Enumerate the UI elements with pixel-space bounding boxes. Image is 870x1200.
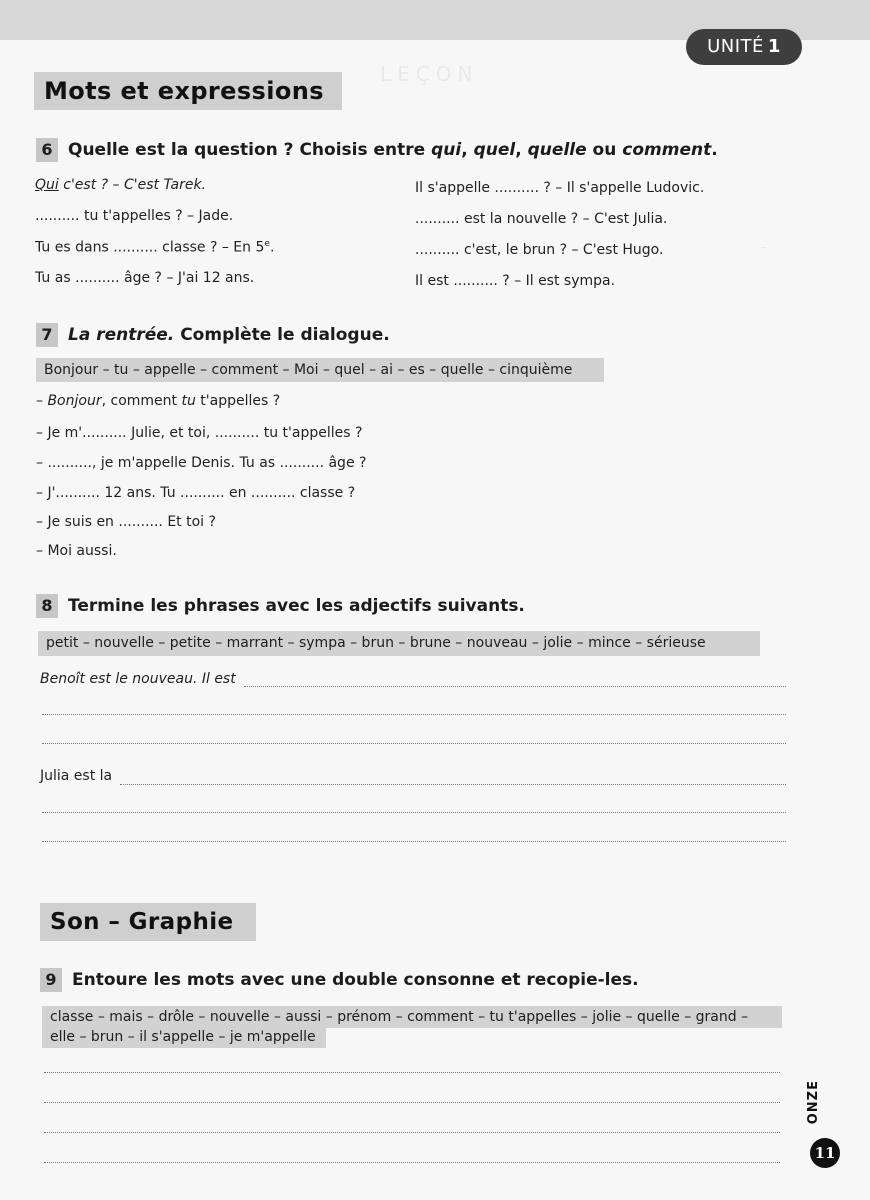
exercise-8-word-box: petit – nouvelle – petite – marrant – sympa – brun – brune – nouveau – jolie – mince – sérieuse	[38, 631, 760, 656]
answer-line[interactable]	[44, 1102, 780, 1103]
dialogue-line: – Moi aussi.	[36, 543, 117, 559]
page-number-badge: 11	[810, 1138, 840, 1168]
exercise-number: 8	[36, 594, 58, 618]
exercise-7-word-box: Bonjour – tu – appelle – comment – Moi – quel – ai – es – quelle – cinquième	[36, 358, 604, 382]
dialogue-line: – Bonjour, comment tu t'appelles ?	[36, 393, 281, 409]
exercise-6-item[interactable]: Tu es dans .......... classe ? – En 5e.	[35, 239, 275, 256]
answer-line[interactable]	[42, 812, 786, 813]
show-through-text: –	[760, 240, 767, 255]
exercise-number: 6	[36, 138, 58, 162]
exercise-6-title: Quelle est la question ? Choisis entre qui, quel, quelle ou comment.	[68, 140, 718, 160]
exercise-6-item[interactable]: .......... tu t'appelles ? – Jade.	[35, 208, 234, 224]
answer-line[interactable]	[42, 841, 786, 842]
exercise-6-heading	[36, 138, 718, 162]
unit-number: 1	[767, 36, 781, 57]
exercise-7-title: La rentrée. Complète le dialogue.	[68, 325, 390, 345]
exercise-9-title: Entoure les mots avec une double consonne et recopie-les.	[72, 970, 639, 990]
exercise-9-heading	[40, 968, 639, 992]
answer-line[interactable]	[44, 1162, 780, 1163]
dialogue-line[interactable]: – .........., je m'appelle Denis. Tu as .......... âge ?	[36, 455, 367, 471]
exercise-6-item[interactable]: Il s'appelle .......... ? – Il s'appelle Ludovic.	[415, 180, 705, 196]
answer-line[interactable]	[44, 1132, 780, 1133]
exercise-8-prompt: Julia est la	[40, 768, 113, 784]
exercise-6-item[interactable]: Il est .......... ? – Il est sympa.	[415, 273, 616, 289]
exercise-6-example: Qui c'est ? – C'est Tarek.	[35, 177, 207, 193]
exercise-8-heading	[36, 594, 525, 618]
page-number-word: ONZE	[806, 1080, 821, 1125]
unit-badge	[686, 29, 802, 65]
exercise-number: 7	[36, 323, 58, 347]
section-title-mots-expressions: Mots et expressions	[34, 72, 342, 110]
dialogue-line[interactable]: – J'.......... 12 ans. Tu .......... en .......... classe ?	[36, 485, 356, 501]
section-title-son-graphie: Son – Graphie	[40, 903, 256, 941]
show-through-text: LEÇON	[380, 62, 479, 86]
dialogue-line[interactable]: – Je suis en .......... Et toi ?	[36, 514, 216, 530]
exercise-7-heading	[36, 323, 390, 347]
exercise-number: 9	[40, 968, 62, 992]
exercise-8-prompt: Benoît est le nouveau. Il est	[40, 671, 236, 687]
exercise-6-item[interactable]: .......... est la nouvelle ? – C'est Julia.	[415, 211, 668, 227]
answer-line[interactable]	[244, 686, 786, 687]
exercise-8-title: Termine les phrases avec les adjectifs suivants.	[68, 596, 525, 616]
dialogue-line[interactable]: – Je m'.......... Julie, et toi, .......... tu t'appelles ?	[36, 425, 363, 441]
answer-line[interactable]	[42, 714, 786, 715]
exercise-6-item[interactable]: Tu as .......... âge ? – J'ai 12 ans.	[35, 270, 255, 286]
answer-line[interactable]	[120, 784, 786, 785]
exercise-9-word-box-cont: elle – brun – il s'appelle – je m'appelle	[42, 1026, 326, 1048]
exercise-9-word-box: classe – mais – drôle – nouvelle – aussi – prénom – comment – tu t'appelles – jolie – quelle – grand –	[42, 1006, 782, 1028]
answer-line[interactable]	[42, 743, 786, 744]
answer-line[interactable]	[44, 1072, 780, 1073]
unit-label: UNITÉ	[707, 36, 764, 57]
exercise-6-item[interactable]: .......... c'est, le brun ? – C'est Hugo.	[415, 242, 664, 258]
